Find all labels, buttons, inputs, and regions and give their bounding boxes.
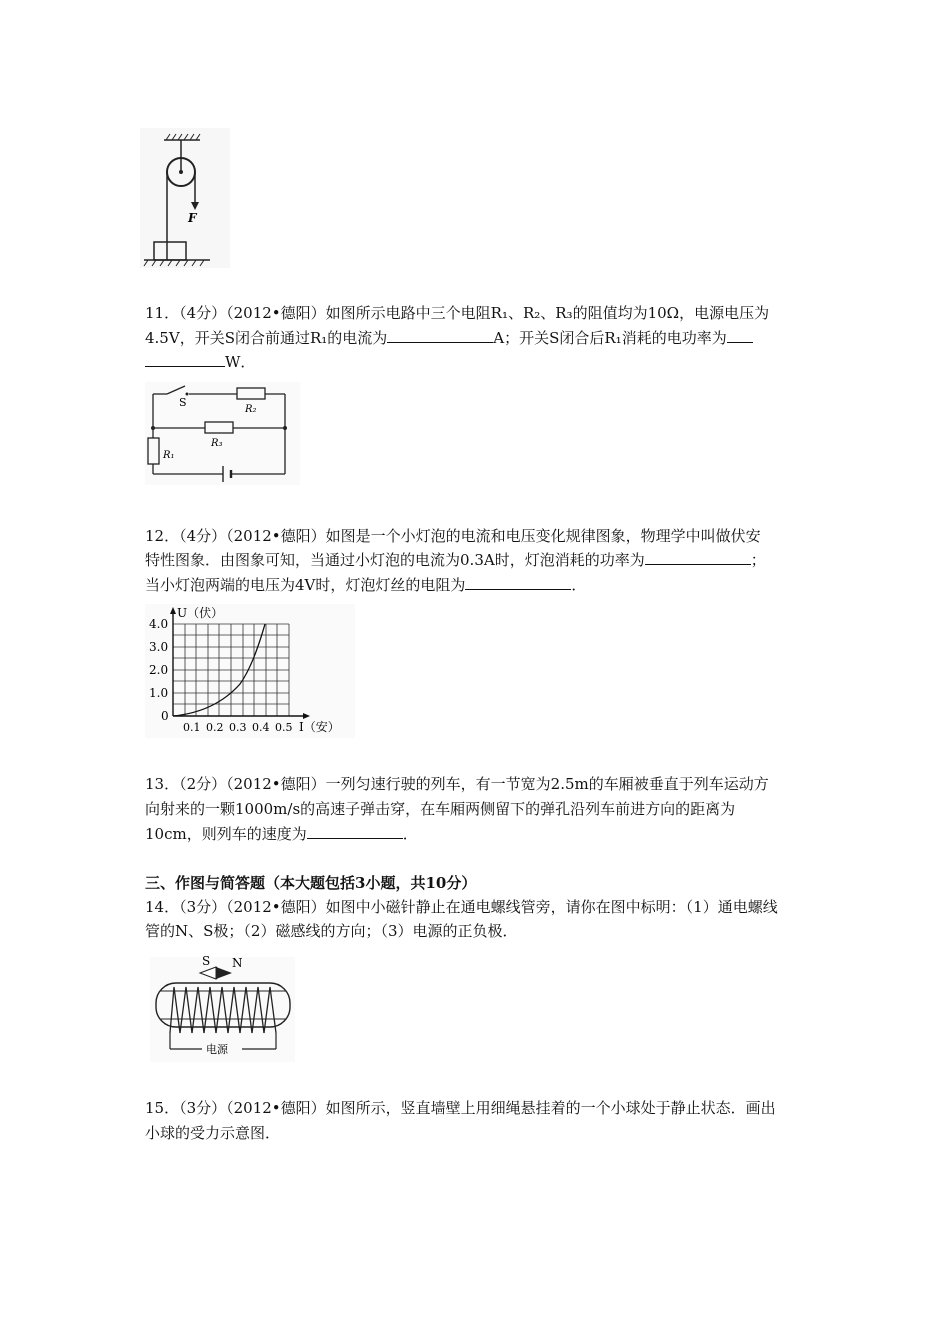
q13-line2: 向射来的一颗1000m/s的高速子弹击穿，在车厢两侧留下的弹孔沿列车前进方向的距离为 (145, 800, 736, 818)
q11-line3 (145, 351, 255, 373)
q14-line2: 管的N、S极；（2）磁感线的方向；（3）电源的正负极． (145, 922, 518, 940)
q12-line2 (145, 549, 766, 571)
circuit-figure (145, 382, 300, 485)
q15-line1: 15．（3分）（2012•德阳）如图所示，竖直墙壁上用细绳悬挂着的一个小球处于静止状态．画出 (145, 1099, 776, 1117)
needle-n-label: N (232, 956, 243, 970)
y-axis-label: U（伏） (177, 606, 224, 620)
y-tick-0: 0 (161, 709, 169, 723)
x-axis-label: I（安） (299, 720, 340, 734)
x-tick-03: 0.3 (229, 721, 247, 734)
q12-line3 (145, 574, 586, 596)
x-tick-05: 0.5 (275, 721, 293, 734)
q14-line1: 14．（3分）（2012•德阳）如图中小磁针静止在通电螺线管旁，请你在图中标明：（1）通电螺线 (145, 898, 778, 916)
x-tick-01: 0.1 (183, 721, 201, 734)
y-tick-2: 2.0 (149, 663, 169, 677)
x-tick-02: 0.2 (206, 721, 224, 734)
r2-label: R₂ (245, 404, 257, 415)
q12-line2-text-a: 特性图象．由图象可知，当通过小灯泡的电流为0.3A时，灯泡消耗的功率为 (145, 551, 645, 569)
q13-line3-text-a: 10cm，则列车的速度为 (145, 825, 307, 843)
needle-s-label: S (202, 954, 211, 968)
force-label: F (188, 211, 197, 225)
q12-blank-2[interactable] (465, 575, 571, 590)
q11-line3-text: W． (225, 353, 256, 371)
q11-line1: 11．（4分）（2012•德阳）如图所示电路中三个电阻R₁、R₂、R₃的阻值均为10Ω，电源电压为 (145, 304, 770, 322)
pulley-figure (140, 128, 230, 268)
x-tick-04: 0.4 (252, 721, 270, 734)
y-tick-4: 4.0 (149, 617, 169, 631)
r3-label: R₃ (211, 438, 223, 449)
q13-line3-text-b: ． (402, 825, 418, 843)
section3-heading: 三、作图与简答题（本大题包括3小题，共10分） (145, 874, 477, 892)
power-label: 电源 (206, 1043, 228, 1056)
y-tick-1: 1.0 (149, 686, 169, 700)
q11-line2 (145, 327, 753, 349)
y-tick-3: 3.0 (149, 640, 169, 654)
q12-line3-text-a: 当小灯泡两端的电压为4V时，灯泡灯丝的电阻为 (145, 576, 466, 594)
q13-line3 (145, 823, 418, 845)
q12-line1: 12．（4分）（2012•德阳）如图是一个小灯泡的电流和电压变化规律图象，物理学中叫做伏安 (145, 527, 761, 545)
q13-blank[interactable] (307, 824, 403, 839)
q12-line3-text-b: ． (571, 576, 587, 594)
q11-blank-2-end[interactable] (145, 352, 225, 367)
q11-line2-text-b: A；开关S闭合后R₁消耗的电功率为 (493, 329, 727, 347)
q12-line2-text-b: ； (750, 551, 766, 569)
solenoid-figure (150, 954, 295, 1062)
q13-line1: 13．（2分）（2012•德阳）一列匀速行驶的列车，有一节宽为2.5m的车厢被垂直于列车运动方 (145, 775, 769, 793)
r1-label: R₁ (163, 450, 175, 461)
q11-blank-1[interactable] (387, 328, 493, 343)
q11-line2-text-a: 4.5V，开关S闭合前通过R₁的电流为 (145, 329, 388, 347)
q15-line2: 小球的受力示意图． (145, 1124, 281, 1142)
switch-label: S (179, 396, 187, 409)
iv-graph-figure (145, 604, 355, 738)
q11-blank-2-start[interactable] (727, 328, 753, 343)
q12-blank-1[interactable] (645, 550, 751, 565)
